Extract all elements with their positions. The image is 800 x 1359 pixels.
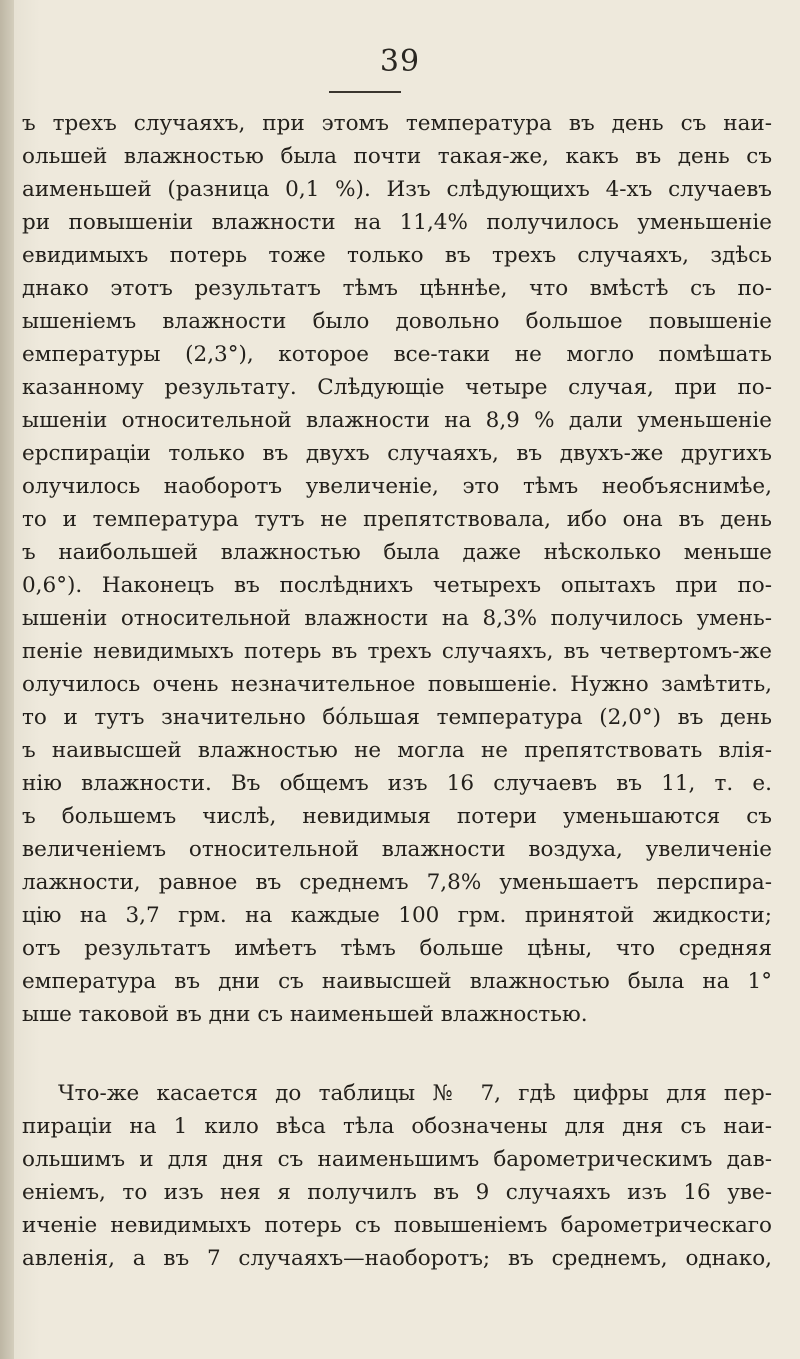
text-line: олучилось очень незначительное повышеніе. Нужно замѣтить, [22,672,772,697]
text-line: величеніемъ относительной влажности воздуха, увеличеніе [22,837,772,862]
text-line: ышеніи относительной влажности на 8,9 % дали уменьшеніе [22,408,772,433]
text-line: днако этотъ результатъ тѣмъ цѣннѣе, что вмѣстѣ съ по- [22,276,772,301]
text-line: ъ большемъ числѣ, невидимыя потери уменьшаются съ [22,804,772,829]
text-line: пеніе невидимыхъ потерь въ трехъ случаяхъ, въ четвертомъ-же [22,639,772,664]
text-line: нію влажности. Въ общемъ изъ 16 случаевъ въ 11, т. е. [22,771,772,796]
text-line: иченіе невидимыхъ потерь съ повышеніемъ барометрическаго [22,1213,772,1238]
text-line: авленія, а въ 7 случаяхъ—наоборотъ; въ среднемъ, однако, [22,1246,772,1271]
text-line: 0,6°). Наконецъ въ послѣднихъ четырехъ опытахъ при по- [22,573,772,598]
text-line: лажности, равное въ среднемъ 7,8% уменьшаетъ перспира- [22,870,772,895]
text-line: то и температура тутъ не препятствовала, ибо она въ день [22,507,772,532]
text-line: аименьшей (разница 0,1 %). Изъ слѣдующихъ 4-хъ случаевъ [22,177,772,202]
text-line: евидимыхъ потерь тоже только въ трехъ случаяхъ, здѣсь [22,243,772,268]
page-number: 39 [379,44,421,79]
page-number-rule [329,91,401,93]
text-line: Что-же касается до таблицы № 7, гдѣ цифры для пер- [58,1081,772,1106]
text-line: еніемъ, то изъ нея я получилъ въ 9 случаяхъ изъ 16 уве- [22,1180,772,1205]
text-line: ольшимъ и для дня съ наименьшимъ барометрическимъ дав- [22,1147,772,1172]
text-line: емпературы (2,3°), которое все-таки не могло помѣшать [22,342,772,367]
binding-gutter [0,0,14,1359]
text-line: емпература въ дни съ наивысшей влажностью была на 1° [22,969,772,994]
text-line: ыше таковой въ дни съ наименьшей влажностью. [22,1002,588,1027]
text-line: ышеніи относительной влажности на 8,3% получилось умень- [22,606,772,631]
text-line: ышеніемъ влажности было довольно большое повышеніе [22,309,772,334]
text-line: ъ наивысшей влажностью не могла не препятствовать влія- [22,738,772,763]
text-line: ольшей влажностью была почти такая-же, какъ въ день съ [22,144,772,169]
text-line: ъ наибольшей влажностью была даже нѣсколько меньше [22,540,772,565]
text-line: ри повышеніи влажности на 11,4% получилось уменьшеніе [22,210,772,235]
text-line: ъ трехъ случаяхъ, при этомъ температура въ день съ наи- [22,111,772,136]
text-line: то и тутъ значительно бóльшая температура (2,0°) въ день [22,705,772,730]
text-line: пираціи на 1 кило вѣса тѣла обозначены для дня съ наи- [22,1114,772,1139]
text-line: цію на 3,7 грм. на каждые 100 грм. принятой жидкости; [22,903,772,928]
text-line: ерспираціи только въ двухъ случаяхъ, въ двухъ-же другихъ [22,441,772,466]
text-line: отъ результатъ имѣетъ тѣмъ больше цѣны, что средняя [22,936,772,961]
text-line: казанному результату. Слѣдующіе четыре случая, при по- [22,375,772,400]
text-line: олучилось наоборотъ увеличеніе, это тѣмъ необъяснимѣе, [22,474,772,499]
